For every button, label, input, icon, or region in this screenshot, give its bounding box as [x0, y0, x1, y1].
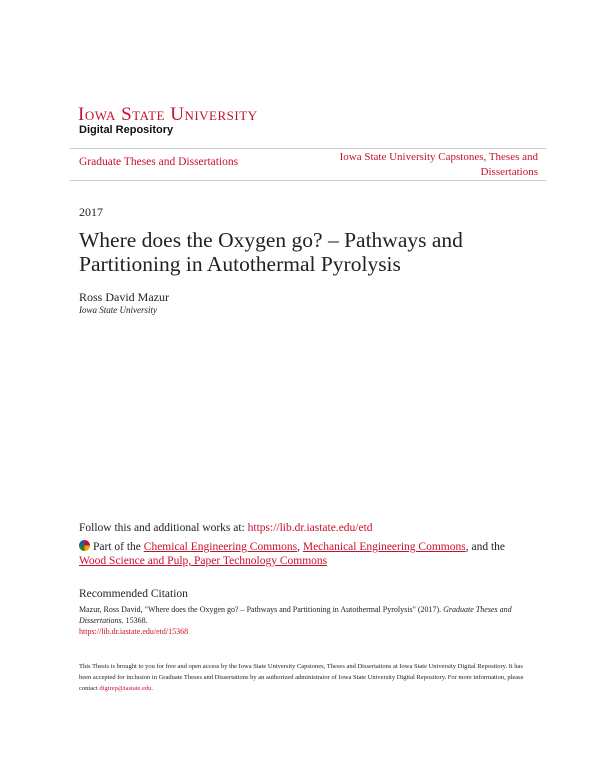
- citation-url-link[interactable]: https://lib.dr.iastate.edu/etd/15368: [79, 627, 189, 636]
- follow-label: Follow this and additional works at:: [79, 522, 248, 534]
- part-of-sep1: ,: [297, 541, 303, 553]
- notice-text: This Thesis is brought to you for free and open access by the Iowa State University Capstones, Theses and Dissertations at Iowa State University Digital Repository. It has been accepted for inclusion in Graduate Theses and Dissertations by an authorized administrator of Iowa State University Digital Repository. For more information, please contact: [79, 663, 524, 692]
- collection-link-capstones[interactable]: Iowa State University Capstones, Theses and Dissertations: [339, 151, 538, 178]
- follow-line: [79, 522, 373, 534]
- repository-logo-text: Digital Repository: [79, 124, 174, 136]
- follow-url-link[interactable]: https://lib.dr.iastate.edu/etd: [247, 522, 373, 534]
- top-divider: [70, 148, 546, 149]
- citation-heading: Recommended Citation: [79, 588, 188, 600]
- citation-text: Mazur, Ross David, "Where does the Oxygen go? – Pathways and Partitioning in Autothermal Pyrolysis" (2017).: [79, 605, 444, 614]
- bottom-divider: [70, 180, 546, 181]
- mechanical-engineering-commons-link[interactable]: Mechanical Engineering Commons: [302, 541, 466, 553]
- contact-email-link[interactable]: digirep@iastate.edu: [99, 685, 152, 692]
- part-of-prefix: Part of the: [93, 541, 144, 553]
- university-logo-text: Iowa State University: [78, 104, 258, 125]
- part-of-sep2: , and the: [465, 541, 506, 553]
- citation-number: . 15368.: [121, 616, 148, 625]
- access-notice: [79, 661, 524, 694]
- citation-body: [79, 604, 524, 637]
- wood-science-commons-link[interactable]: Wood Science and Pulp, Paper Technology Commons: [79, 555, 328, 567]
- collection-link-graduate-theses[interactable]: Graduate Theses and Dissertations: [79, 156, 239, 168]
- author-name: Ross David Mazur: [79, 290, 169, 304]
- notice-end: .: [151, 685, 154, 692]
- chemical-engineering-commons-link[interactable]: Chemical Engineering Commons: [143, 541, 298, 553]
- paper-title: Where does the Oxygen go? – Pathways and Partitioning in Autothermal Pyrolysis: [79, 228, 463, 276]
- commons-network-icon: [79, 540, 90, 551]
- author-affiliation: Iowa State University: [79, 305, 157, 315]
- citation-series: Graduate Theses and Dissertations: [79, 605, 512, 625]
- part-of-commons: [79, 540, 529, 568]
- publication-year: 2017: [79, 205, 103, 219]
